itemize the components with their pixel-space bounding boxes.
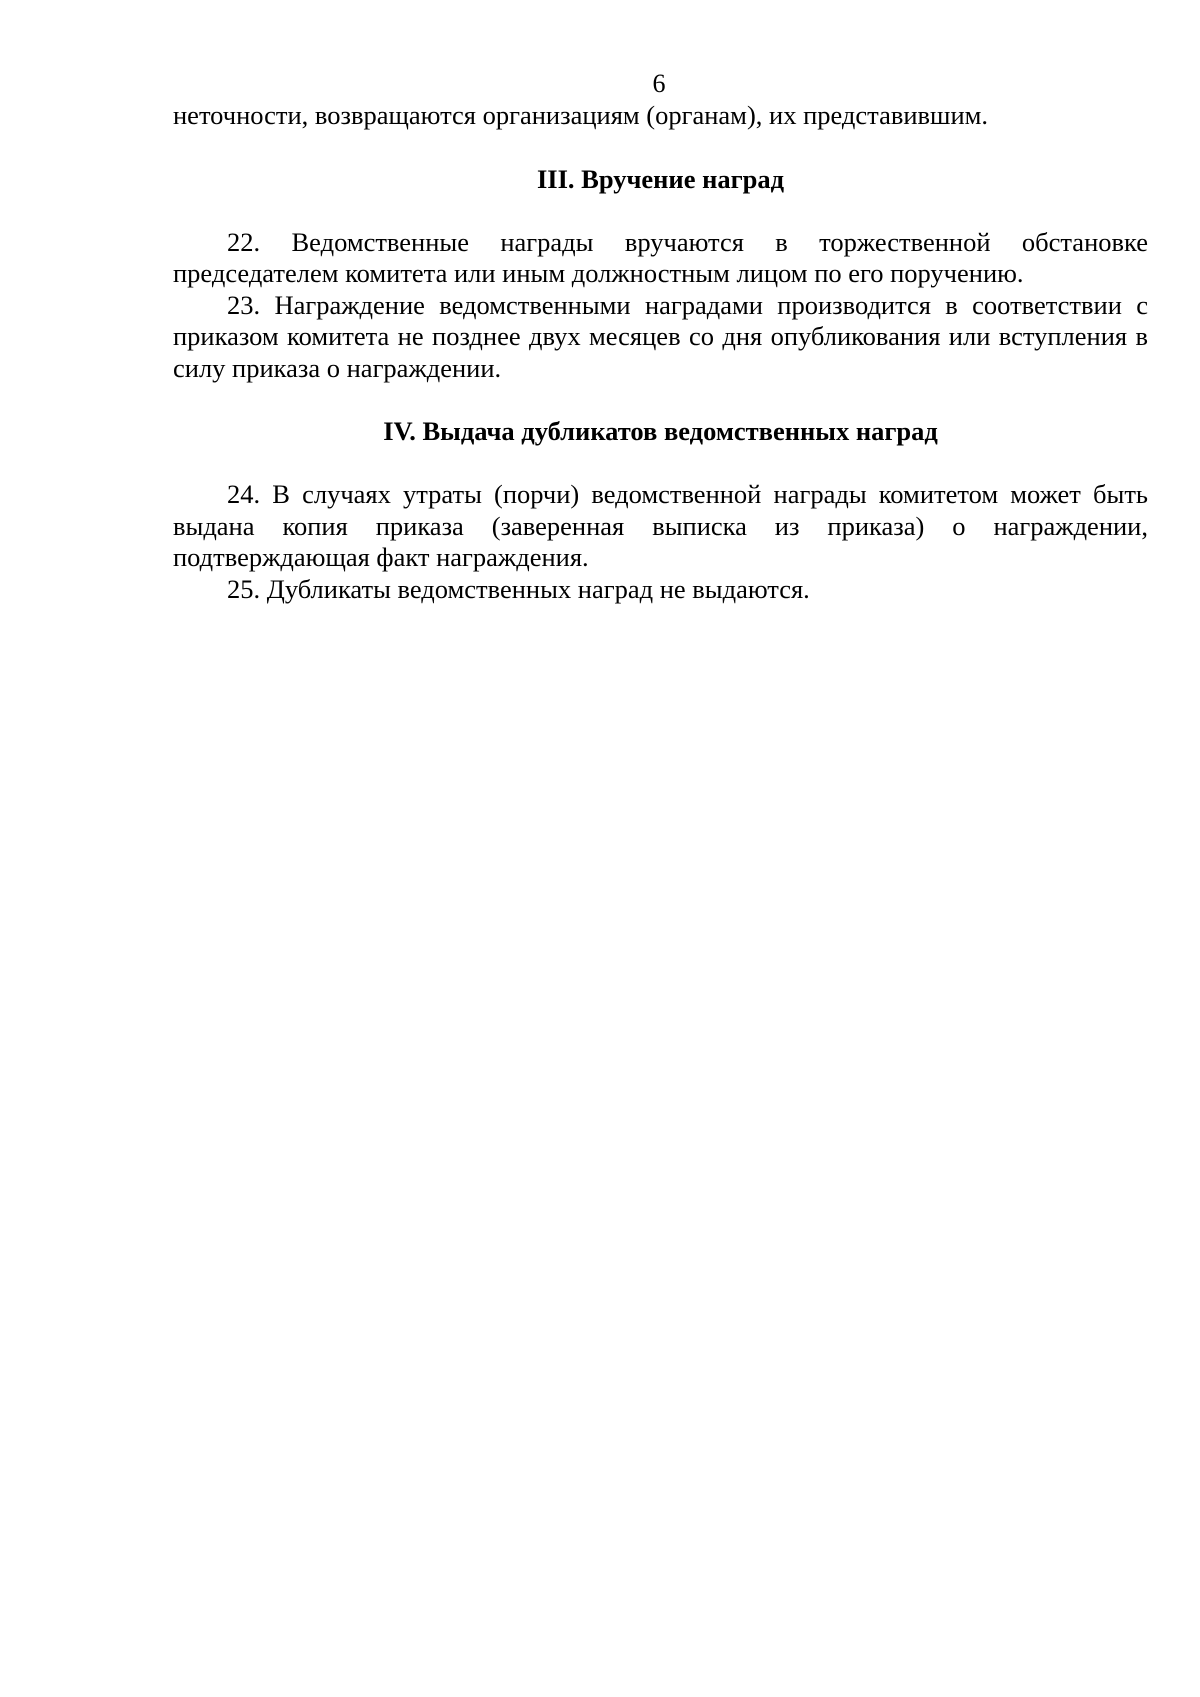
document-body <box>173 100 1148 605</box>
paragraph-22: 22. Ведомственные награды вручаются в торжественной обстановке председателем комитета или иным должностным лицом по его поручению. <box>173 226 1148 288</box>
paragraph-24: 24. В случаях утраты (порчи) ведомственной награды комитетом может быть выдана копия приказа (заверенная выписка из приказа) о награждении, подтверждающая факт награждения. <box>173 479 1148 572</box>
page-number: 6 <box>652 69 666 98</box>
paragraph-25: 25. Дубликаты ведомственных наград не выдаются. <box>227 573 810 604</box>
section-heading-4: IV. Выдача дубликатов ведомственных наград <box>383 416 938 446</box>
section-heading-3: III. Вручение наград <box>536 163 785 194</box>
paragraph-continuation: неточности, возвращаются организациям (органам), их представившим. <box>173 100 989 130</box>
paragraph-23: 23. Награждение ведомственными наградами производится в соответствии с приказом комитета не позднее двух месяцев со дня опубликования или вступления в силу приказа о награждении. <box>173 289 1148 383</box>
